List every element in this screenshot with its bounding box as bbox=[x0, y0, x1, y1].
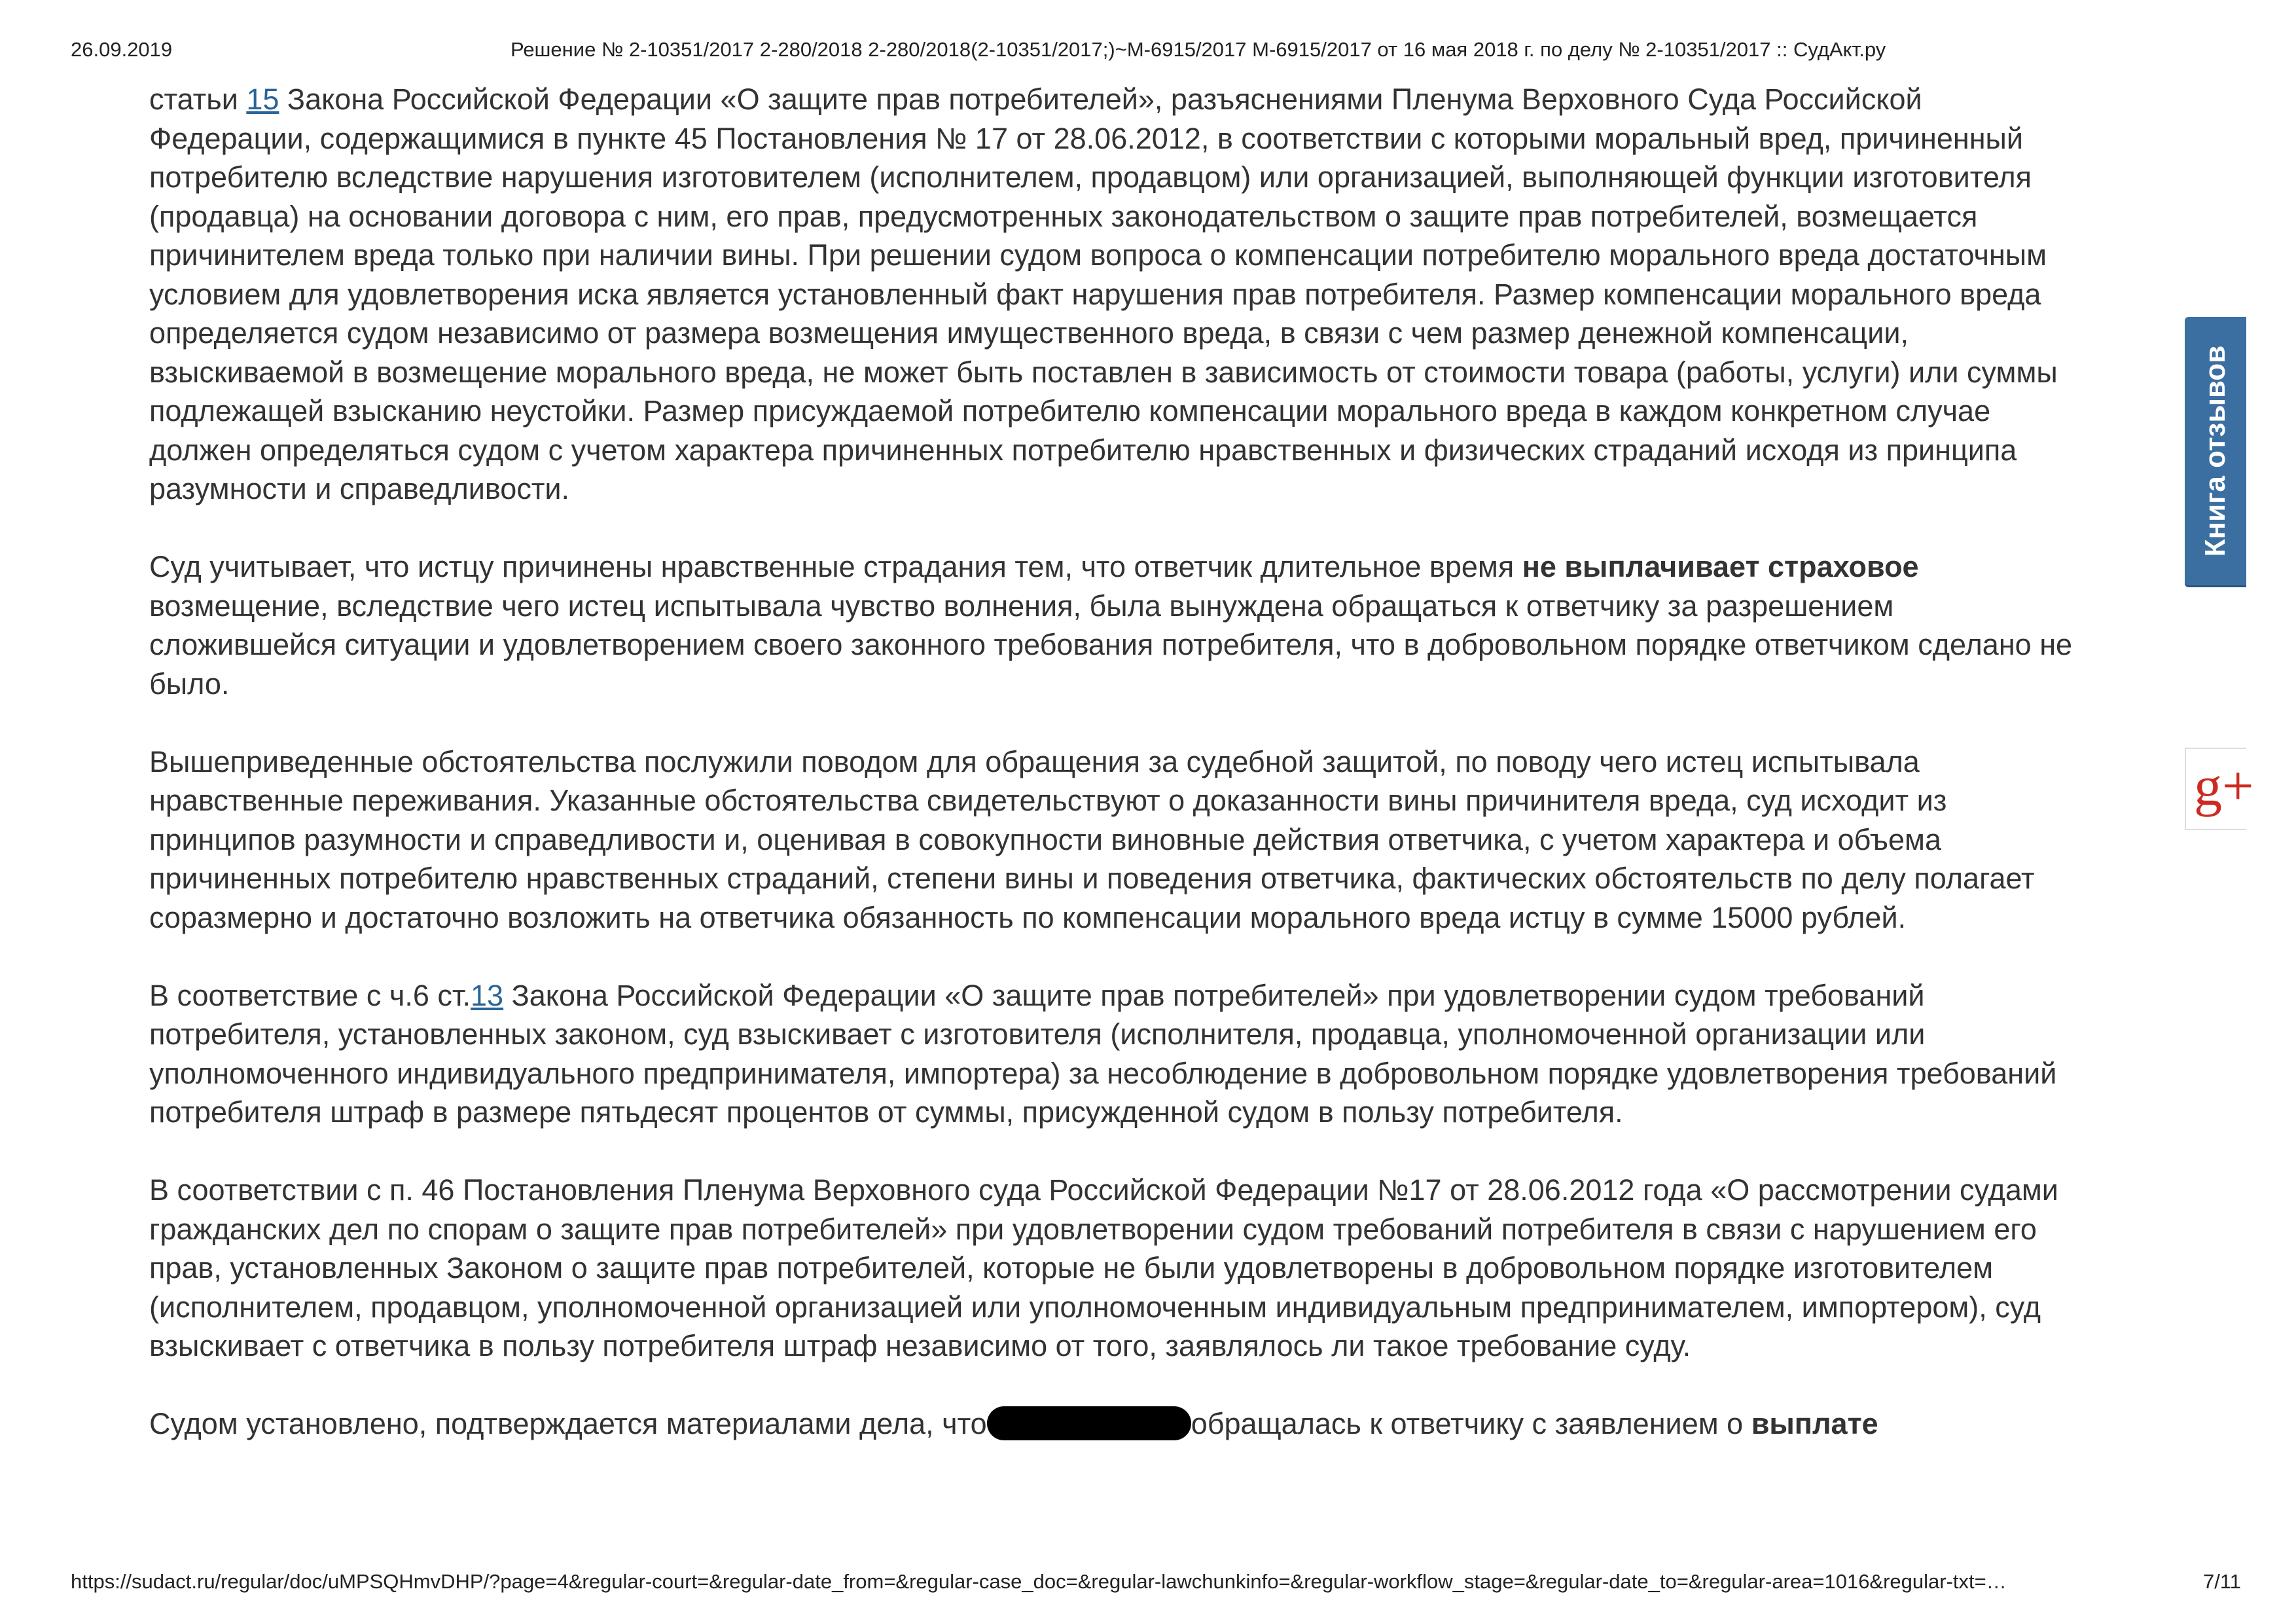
feedback-book-tab[interactable] bbox=[2185, 317, 2246, 585]
paragraph-2 bbox=[149, 547, 2087, 703]
paragraph-6 bbox=[149, 1404, 2087, 1444]
paragraph-6-bold-phrase: выплате bbox=[1751, 1407, 1878, 1440]
paragraph-2-bold-phrase: не выплачивает страховое bbox=[1522, 550, 1919, 583]
print-footer bbox=[0, 1570, 2296, 1603]
article-13-link[interactable]: 13 bbox=[471, 978, 504, 1012]
google-plus-icon: g+ bbox=[2194, 754, 2254, 817]
article-15-link[interactable]: 15 bbox=[246, 82, 279, 116]
print-date: 26.09.2019 bbox=[71, 38, 173, 61]
document-body bbox=[149, 80, 2087, 1482]
paragraph-4 bbox=[149, 976, 2087, 1132]
paragraph-2-text-end: возмещение, вследствие чего истец испытывала чувство волнения, была вынуждена обращаться к ответчику за разрешением сложившейся ситуации и удовлетворением своего законного требования потребителя, что в добровольном порядке ответчиком сделано не было. bbox=[149, 589, 2073, 701]
paragraph-4-text-end: Закона Российской Федерации «О защите прав потребителей» при удовлетворении судом требований потребителя, установленных законом, суд взыскивает с изготовителя (исполнителя, продавца, уполномоченной организации или уполномоченного индивидуального предпринимателя, импортера) за несоблюдение в добровольном порядке удовлетворения требований потребителя штраф в размере пятьдесят процентов от суммы, присужденной судом в пользу потребителя. bbox=[149, 978, 2057, 1129]
paragraph-3: Вышеприведенные обстоятельства послужили поводом для обращения за судебной защитой, по поводу чего истец испытывала нравственные переживания. Указанные обстоятельства свидетельствуют о доказанности вины причинителя вреда, суд исходит из принципов разумности и справедливости и, оценивая в совокупности виновные действия ответчика, с учетом характера и объема причиненных потребителю нравственных страданий, степени вины и поведения ответчика, фактических обстоятельств по делу полагает соразмерно и достаточно возложить на ответчика обязанность по компенсации морального вреда истцу в сумме 15000 рублей. bbox=[149, 744, 2035, 934]
paragraph-1-text-end: Закона Российской Федерации «О защите прав потребителей», разъяснениями Пленума Верховного Суда Российской Федерации, содержащимися в пункте 45 Постановления № 17 от 28.06.2012, в соответствии с которыми моральный вред, причиненный потребителю вследствие нарушения изготовителем (исполнителем, продавцом) или организацией, выполняющей функции изготовителя (продавца) на основании договора с ним, его прав, предусмотренных законодательством о защите прав потребителей, возмещается причинителем вреда только при наличии вины. При решении судом вопроса о компенсации потребителю морального вреда достаточным условием для удовлетворения иска является установленный факт нарушения прав потребителя. Размер компенсации морального вреда определяется судом независимо от размера возмещения имущественного вреда, в связи с чем размер денежной компенсации, взыскиваемой в возмещение морального вреда, не может быть поставлен в зависимость от стоимости товара (работы, услуги) или суммы подлежащей взысканию неустойки. Размер присуждаемой потребителю компенсации морального вреда в каждом конкретном случае должен определяться судом с учетом характера причиненных потребителю нравственных и физических страданий исходя из принципа разумности и справедливости. bbox=[149, 82, 2058, 505]
paragraph-6-text-start: Судом установлено, подтверждается материалами дела, что bbox=[149, 1407, 987, 1440]
paragraph-5: В соответствии с п. 46 Постановления Пленума Верховного суда Российской Федерации №17 от 28.06.2012 года «О рассмотрении судами гражданских дел по спорам о защите прав потребителей» при удовлетворении судом требований потребителя в связи с нарушением его прав, установленных Законом о защите прав потребителей, которые не были удовлетворены в добровольном порядке изготовителем (исполнителем, продавцом, уполномоченной организацией или уполномоченным индивидуальным предпринимателем, импортером), суд взыскивает с ответчика в пользу потребителя штраф независимо от того, заявлялось ли такое требование суду. bbox=[149, 1173, 2058, 1362]
print-header bbox=[0, 38, 2296, 71]
paragraph-2-text-start: Суд учитывает, что истцу причинены нравственные страдания тем, что ответчик длительное время bbox=[149, 550, 1522, 583]
print-url: https://sudact.ru/regular/doc/uMPSQHmvDHP/?page=4&regular-court=&regular-date_from=&regular-case_doc=&regular-lawchunkinfo=&regular-workflow_stage=&regular-date_to=&regular-area=1016&regular-txt=… bbox=[71, 1570, 2007, 1593]
print-title: Решение № 2-10351/2017 2-280/2018 2-280/2018(2-10351/2017;)~М-6915/2017 М-6915/2017 от 16 мая 2018 г. по делу № 2-10351/2017 :: СудАкт.ру bbox=[511, 38, 1886, 61]
paragraph-1-text-start: статьи bbox=[149, 82, 247, 116]
google-plus-button[interactable] bbox=[2185, 748, 2254, 830]
page-number: 7/11 bbox=[2203, 1570, 2242, 1593]
paragraph-4-text-start: В соответствие с ч.6 ст. bbox=[149, 978, 471, 1012]
redacted-name-block bbox=[987, 1406, 1191, 1440]
feedback-book-label: Книга отзывов bbox=[2199, 345, 2231, 557]
paragraph-1 bbox=[149, 80, 2087, 509]
paragraph-6-text-mid: обращалась к ответчику с заявлением о bbox=[1191, 1407, 1751, 1440]
